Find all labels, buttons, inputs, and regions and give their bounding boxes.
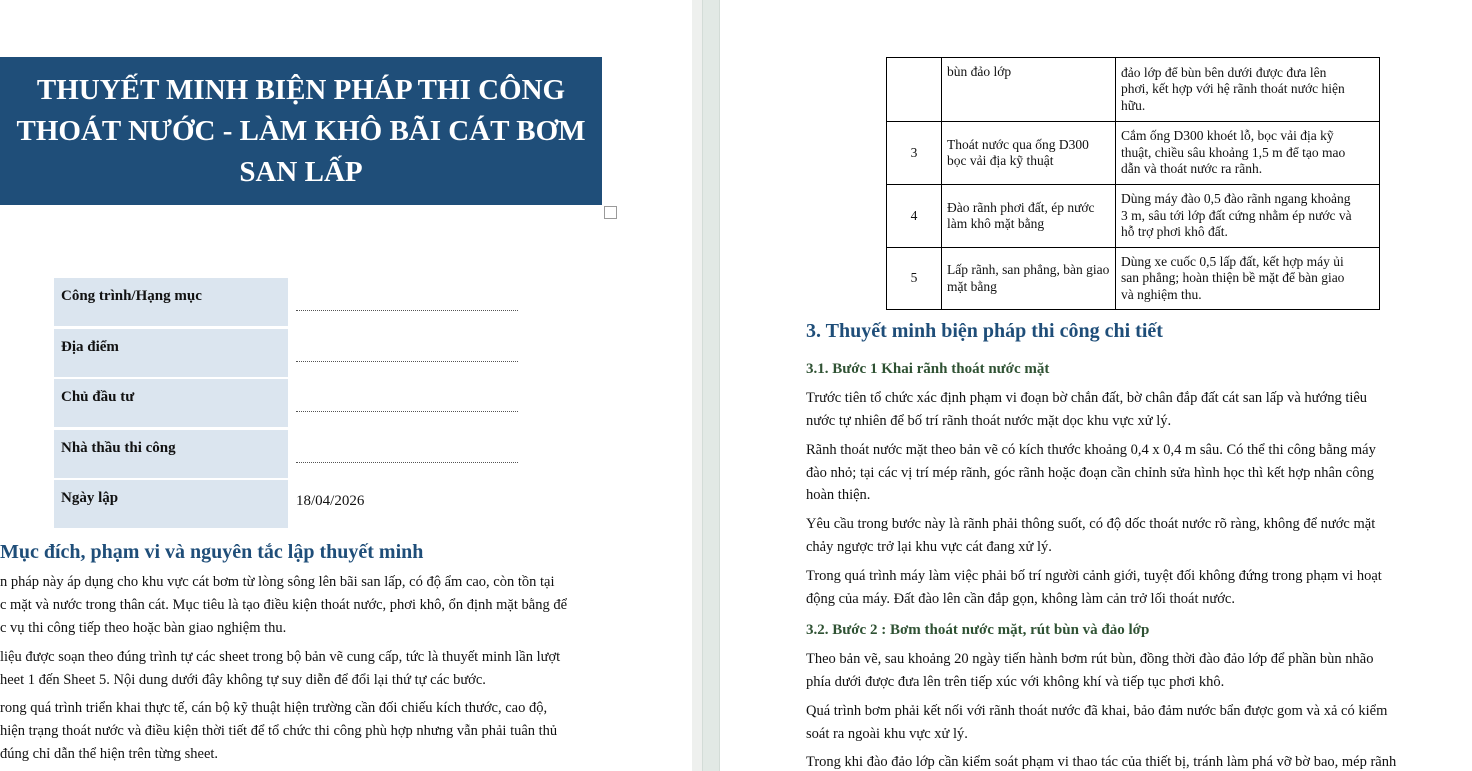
subsection-heading: 3.1. Bước 1 Khai rãnh thoát nước mặt bbox=[806, 361, 1050, 377]
info-value-field[interactable] bbox=[296, 389, 518, 412]
text-line: hỗ trợ phơi khô đất. bbox=[1121, 224, 1228, 240]
info-label: Địa điểm bbox=[54, 329, 288, 378]
table-row bbox=[887, 58, 1380, 122]
info-row bbox=[54, 329, 524, 380]
text-line: Dùng xe cuốc 0,5 lấp đất, kết hợp máy ủi bbox=[1121, 253, 1344, 269]
table-cell-no: 5 bbox=[887, 248, 942, 310]
paragraph bbox=[806, 648, 1456, 693]
table-cell-desc bbox=[1116, 122, 1380, 185]
text-line: phía dưới được đưa lên trên tiếp xúc với không khí và tiếp tục phơi khô. bbox=[806, 673, 1225, 690]
info-label: Nhà thầu thi công bbox=[54, 430, 288, 479]
method-steps-table bbox=[886, 57, 1380, 310]
table-row bbox=[887, 122, 1380, 185]
paragraph bbox=[0, 571, 692, 641]
text-line: động của máy. Đất đào lên cần đắp gọn, không làm cản trở lối thoát nước. bbox=[806, 590, 1235, 607]
text-line: đảo lớp để bùn bên dưới được đưa lên bbox=[1121, 64, 1327, 80]
info-row bbox=[54, 430, 524, 481]
paragraph bbox=[806, 565, 1456, 610]
text-line: rong quá trình triển khai thực tế, cán bộ kỹ thuật hiện trường cần đối chiếu kích thước, cao độ, bbox=[0, 700, 548, 716]
table-cell-step: Thoát nước qua ống D300 bọc vải địa kỹ thuật bbox=[942, 122, 1116, 185]
table-cell-step: Đào rãnh phơi đất, ép nước làm khô mặt bằng bbox=[942, 185, 1116, 248]
text-line: Theo bản vẽ, sau khoảng 20 ngày tiến hành bơm rút bùn, đồng thời đào đảo lớp để phần bùn nhão bbox=[806, 651, 1374, 667]
paragraph bbox=[806, 387, 1456, 432]
info-value-field[interactable] bbox=[296, 440, 518, 463]
text-line: hoàn thiện. bbox=[806, 487, 871, 503]
text-line: Dùng máy đào 0,5 đào rãnh ngang khoảng bbox=[1121, 191, 1351, 207]
table-cell-desc bbox=[1116, 248, 1380, 310]
paragraph bbox=[0, 646, 692, 692]
text-line: thuật, chiều sâu khoảng 1,5 m để tạo mao bbox=[1121, 144, 1346, 160]
paragraph bbox=[806, 751, 1456, 771]
document-title: THUYẾT MINH BIỆN PHÁP THI CÔNG THOÁT NƯỚC - LÀM KHÔ BÃI CÁT BƠM SAN LẤP bbox=[16, 73, 586, 188]
text-line: Trong khi đào đảo lớp cần kiểm soát phạm vi thao tác của thiết bị, tránh làm phá vỡ bờ bao, mép rãnh bbox=[806, 754, 1397, 770]
paragraph bbox=[806, 700, 1456, 745]
text-line: Rãnh thoát nước mặt theo bản vẽ có kích thước khoảng 0,4 x 0,4 m sâu. Có thể thi công bằng máy bbox=[806, 442, 1376, 458]
text-line: đúng chỉ dẫn thể hiện trên từng sheet. bbox=[0, 746, 219, 763]
text-line: đào nhỏ; tại các vị trí mép rãnh, góc rãnh hoặc đoạn cần chỉnh sửa hình học thì kết hợp nhân công bbox=[806, 464, 1374, 481]
table-cell-no: 4 bbox=[887, 185, 942, 248]
title-banner[interactable] bbox=[0, 57, 602, 205]
subsection-heading: 3.2. Bước 2 : Bơm thoát nước mặt, rút bùn và đảo lớp bbox=[806, 622, 1150, 638]
text-line: Trong quá trình máy làm việc phải bố trí người cảnh giới, tuyệt đối không đứng trong phạm vi hoạt bbox=[806, 568, 1382, 584]
table-row bbox=[887, 248, 1380, 310]
text-line: 3 m, sâu tới lớp đất cứng nhằm ép nước và bbox=[1121, 207, 1352, 223]
document-page-left bbox=[0, 0, 692, 771]
info-value-field[interactable] bbox=[296, 339, 518, 362]
text-line: chảy ngược trở lại khu vực cát đang xử lý. bbox=[806, 538, 1052, 555]
table-cell-desc bbox=[1116, 58, 1380, 122]
text-line: Trước tiên tổ chức xác định phạm vi đoạn bờ chắn đất, bờ chân đắp đất cát san lấp và hướng tiêu bbox=[806, 390, 1368, 406]
text-line: hữu. bbox=[1121, 97, 1146, 113]
page-separator-bar[interactable] bbox=[702, 0, 720, 771]
info-row bbox=[54, 480, 524, 531]
info-row bbox=[54, 379, 524, 430]
text-line: soát ra ngoài khu vực xử lý. bbox=[806, 725, 968, 742]
text-line: hiện trạng thoát nước và điều kiện thời tiết để tổ chức thi công phù hợp nhưng vẫn phải tuân thủ bbox=[0, 723, 558, 740]
text-line: Yêu cầu trong bước này là rãnh phải thông suốt, có độ dốc thoát nước rõ ràng, không để nước mặt bbox=[806, 516, 1376, 532]
document-page-right bbox=[720, 0, 1472, 771]
table-row bbox=[887, 185, 1380, 248]
paragraph bbox=[0, 697, 692, 767]
text-line: và nghiệm thu. bbox=[1121, 286, 1202, 302]
info-value-date[interactable]: 18/04/2026 bbox=[296, 493, 365, 509]
info-label: Chủ đầu tư bbox=[54, 379, 288, 428]
info-label: Ngày lập bbox=[54, 480, 288, 529]
text-line: Cắm ống D300 khoét lỗ, bọc vải địa kỹ bbox=[1121, 128, 1334, 144]
paragraph bbox=[806, 513, 1456, 558]
project-info-table bbox=[54, 278, 524, 531]
info-row bbox=[54, 278, 524, 329]
info-value-field[interactable] bbox=[296, 288, 518, 311]
text-line: c mặt và nước trong thân cát. Mục tiêu là tạo điều kiện thoát nước, phơi khô, ổn định mặt bằng để bbox=[0, 597, 568, 614]
table-cell-no: 3 bbox=[887, 122, 942, 185]
text-line: san phẳng; hoàn thiện bề mặt để bàn giao bbox=[1121, 270, 1345, 286]
text-line: Quá trình bơm phải kết nối với rãnh thoát nước đã khai, bảo đảm nước bẩn được gom và xả có kiểm bbox=[806, 703, 1388, 719]
text-line: heet 1 đến Sheet 5. Nội dung dưới đây không tự suy diễn để đổi lại thứ tự các bước. bbox=[0, 672, 486, 689]
table-cell-desc bbox=[1116, 185, 1380, 248]
text-line: c vụ thi công tiếp theo hoặc bàn giao nghiệm thu. bbox=[0, 620, 287, 637]
paragraph bbox=[806, 439, 1456, 507]
text-line: liệu được soạn theo đúng trình tự các sheet trong bộ bản vẽ cung cấp, tức là thuyết minh lần lượt bbox=[0, 649, 561, 665]
table-cell-step: Lấp rãnh, san phẳng, bàn giao mặt bằng bbox=[942, 248, 1116, 310]
text-line: n pháp này áp dụng cho khu vực cát bơm từ lòng sông lên bãi san lấp, có độ ẩm cao, còn tồn tại bbox=[0, 574, 555, 590]
text-line: nước tự nhiên để bố trí rãnh thoát nước mặt dọc khu vực xử lý. bbox=[806, 412, 1172, 429]
text-line: phơi, kết hợp với hệ rãnh thoát nước hiện bbox=[1121, 81, 1345, 97]
table-cell-step: bùn đảo lớp bbox=[942, 58, 1116, 122]
section-heading: 3. Thuyết minh biện pháp thi công chi tiết bbox=[806, 320, 1163, 342]
table-cell-no bbox=[887, 58, 942, 122]
text-line: dẫn và thoát nước ra rãnh. bbox=[1121, 161, 1263, 177]
section-heading: Mục đích, phạm vi và nguyên tắc lập thuyết minh bbox=[0, 541, 424, 563]
resize-handle[interactable] bbox=[604, 206, 617, 219]
info-label: Công trình/Hạng mục bbox=[54, 278, 288, 327]
